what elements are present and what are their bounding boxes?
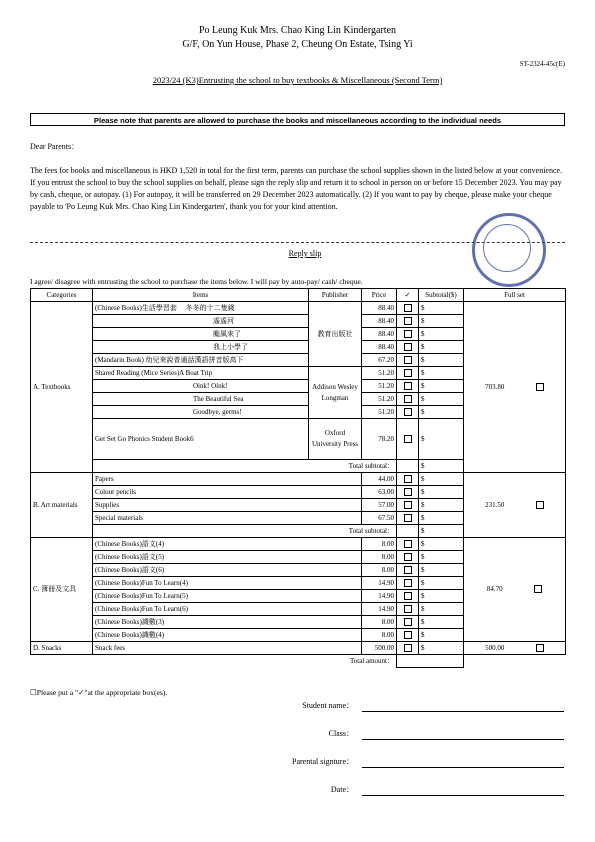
item-checkbox[interactable]: [404, 644, 412, 652]
subtotal-cell: $: [419, 460, 464, 473]
item-cell: (Chinese Books)識數(3): [93, 616, 362, 629]
table-row: [31, 302, 566, 315]
price-cell: 88.40: [362, 302, 397, 315]
subtotal-cell: $: [419, 564, 464, 577]
price-cell: 67.50: [362, 512, 397, 525]
item-checkbox[interactable]: [404, 304, 412, 312]
school-address: G/F, On Yun House, Phase 2, Cheung On Estate, Tsing Yi: [182, 39, 413, 50]
item-cell: (Chinese Books)Fun To Learn(6): [93, 603, 362, 616]
subtotal-cell: $: [419, 603, 464, 616]
price-cell: 51.20: [362, 380, 397, 393]
category-textbooks: A. Textbooks: [31, 302, 93, 473]
full-set-checkbox[interactable]: [536, 501, 544, 509]
publisher-cell: Oxford University Press: [309, 419, 362, 460]
category-books: C. 簿冊及文具: [31, 538, 93, 642]
full-set-cell: [464, 538, 566, 642]
item-cell: Get Set Go Phonics Student Book6: [93, 419, 309, 460]
full-set-cell: [464, 473, 566, 538]
item-checkbox[interactable]: [404, 605, 412, 613]
item-checkbox[interactable]: [404, 408, 412, 416]
item-checkbox[interactable]: [404, 553, 412, 561]
item-cell: (Mandarin Book) 幼兒來說普通話漢語拼音版高下: [93, 354, 309, 367]
item-checkbox[interactable]: [404, 579, 412, 587]
item-cell: The Beautiful Sea: [93, 393, 309, 406]
price-cell: 67.20: [362, 354, 397, 367]
full-set-price: 500.00: [485, 643, 505, 652]
subtotal-cell: $: [419, 393, 464, 406]
price-cell: 8.00: [362, 538, 397, 551]
document-code: ST-2324-45c(E): [519, 60, 565, 68]
full-set-price: 231.50: [485, 500, 505, 509]
full-set-checkbox[interactable]: [534, 585, 542, 593]
item-cell: (Chinese Books)生活學習套 冬冬的十二隻錢: [93, 302, 309, 315]
price-cell: 14.90: [362, 590, 397, 603]
full-set-price: 703.80: [485, 382, 505, 391]
item-checkbox[interactable]: [404, 343, 412, 351]
item-cell: Oink! Oink!: [93, 380, 309, 393]
item-cell: 颱風來了: [93, 328, 309, 341]
full-set-price: 84.70: [486, 585, 503, 593]
subtotal-cell: $: [419, 302, 464, 315]
table-header-row: [31, 289, 566, 302]
header-items: Items: [93, 289, 309, 302]
class-field[interactable]: [362, 738, 564, 740]
subtotal-cell: $: [419, 367, 464, 380]
subtotal-cell: $: [419, 315, 464, 328]
item-checkbox[interactable]: [404, 369, 412, 377]
subtotal-cell: $: [419, 354, 464, 367]
agreement-statement: I agree/ disagree with entrusting the school to purchase the items below. I will pay by auto-pay/ cash/ cheque.: [30, 277, 363, 286]
date-field[interactable]: [362, 794, 564, 796]
subtotal-cell: $: [419, 616, 464, 629]
header-publisher: Publisher: [309, 289, 362, 302]
subtotal-cell: $: [419, 629, 464, 642]
reply-slip-title: Reply slip: [288, 249, 322, 258]
price-cell: 8.00: [362, 564, 397, 577]
item-checkbox[interactable]: [404, 514, 412, 522]
table-row: [31, 642, 566, 655]
parent-signature-label: Parental signture：: [292, 757, 354, 766]
subtotal-cell: $: [419, 473, 464, 486]
item-cell: 遙遙河: [93, 315, 309, 328]
student-name-field[interactable]: [362, 710, 564, 712]
letter-body: The fees for books and miscellaneous is HKD 1,520 in total for the first term, parents can purchase the school supplies shown in the listed below at your convenience. If you entrust the school to buy the school supplies on behalf, please sign the reply slip and return it to school in person on or before 15 December 2023. You may pay by cash, cheque, or autopay. (1) For autopay, it will be transferred on 29 December 2023 automatically. (2) If you want to pay by cheque, please make your cheque payable to 'Po Leung Kuk Mrs. Chao King Lin Kindergarten', thank you for your kind attention.: [30, 166, 563, 211]
item-cell: (Chinese Books)識數(4): [93, 629, 362, 642]
item-cell: Goodbye, germs!: [93, 406, 309, 419]
subtotal-cell: $: [419, 538, 464, 551]
item-checkbox[interactable]: [404, 631, 412, 639]
total-subtotal-label: Total subtotal：: [93, 525, 397, 538]
full-set-cell: [464, 642, 566, 655]
item-cell: Special materials: [93, 512, 362, 525]
header-check: ✓: [397, 289, 419, 302]
header-full-set: Full set: [464, 289, 566, 302]
price-cell: 88.40: [362, 328, 397, 341]
item-checkbox[interactable]: [404, 382, 412, 390]
subtotal-cell: $: [419, 341, 464, 354]
header-price: Price: [362, 289, 397, 302]
table-row: [31, 655, 566, 668]
item-checkbox[interactable]: [404, 540, 412, 548]
price-cell: 14.90: [362, 603, 397, 616]
full-set-checkbox[interactable]: [536, 383, 544, 391]
school-seal-inner-ring: [483, 224, 531, 272]
subtotal-cell: $: [419, 512, 464, 525]
subtotal-cell: $: [419, 499, 464, 512]
subtotal-cell: $: [419, 486, 464, 499]
price-cell: 14.90: [362, 577, 397, 590]
header-subtotal: Subtotal($): [419, 289, 464, 302]
item-cell: Shared Reading (Mice Series)A Boat Trip: [93, 367, 309, 380]
price-cell: 57.00: [362, 499, 397, 512]
price-cell: 51.20: [362, 406, 397, 419]
price-cell: 51.20: [362, 367, 397, 380]
subtotal-cell: $: [419, 380, 464, 393]
publisher-cell: Addison Wesley Longman: [309, 367, 362, 419]
total-amount-label: Total amount：: [93, 655, 397, 668]
full-set-checkbox[interactable]: [536, 644, 544, 652]
item-checkbox[interactable]: [404, 592, 412, 600]
item-checkbox[interactable]: [404, 435, 412, 443]
school-name: Po Leung Kuk Mrs. Chao King Lin Kindergarten: [198, 25, 396, 36]
full-set-cell: [464, 302, 566, 473]
price-cell: 63.00: [362, 486, 397, 499]
item-checkbox[interactable]: [404, 330, 412, 338]
total-subtotal-label: Total subtotal：: [93, 460, 397, 473]
school-header: [0, 24, 595, 52]
item-cell: (Chinese Books)Fun To Learn(5): [93, 590, 362, 603]
item-cell: Supplies: [93, 499, 362, 512]
item-checkbox[interactable]: [404, 395, 412, 403]
category-snacks: D. Snacks: [31, 642, 93, 655]
item-checkbox[interactable]: [404, 475, 412, 483]
item-cell: Papers: [93, 473, 362, 486]
greeting: Dear Parents：: [30, 142, 80, 151]
subtotal-cell: $: [419, 406, 464, 419]
table-row: [31, 473, 566, 486]
total-amount-value: [397, 655, 464, 668]
header-categories: Categories: [31, 289, 93, 302]
item-cell: Snack fees: [93, 642, 362, 655]
price-cell: 8.00: [362, 616, 397, 629]
item-checkbox[interactable]: [404, 501, 412, 509]
item-cell: (Chinese Books)語文(6): [93, 564, 362, 577]
table-row: [31, 538, 566, 551]
item-checkbox[interactable]: [404, 317, 412, 325]
items-table: [30, 288, 566, 668]
date-label: Date：: [330, 785, 354, 794]
category-art: B. Art materials: [31, 473, 93, 538]
price-cell: 8.00: [362, 629, 397, 642]
subtotal-cell: $: [419, 577, 464, 590]
price-cell: 44.00: [362, 473, 397, 486]
subtotal-cell: $: [419, 525, 464, 538]
school-seal-icon: [472, 213, 546, 287]
price-cell: 51.20: [362, 393, 397, 406]
subtotal-cell: $: [419, 590, 464, 603]
item-cell: Colour pencils: [93, 486, 362, 499]
class-label: Class：: [328, 729, 354, 738]
item-checkbox[interactable]: [404, 356, 412, 364]
notice-box: Please note that parents are allowed to purchase the books and miscellaneous according to the individual needs: [30, 113, 565, 126]
subtotal-cell: $: [419, 419, 464, 460]
subtotal-cell: $: [419, 642, 464, 655]
item-cell: (Chinese Books)Fun To Learn(4): [93, 577, 362, 590]
document-title: 2023/24 (K3)Entrusting the school to buy textbooks & Miscellaneous (Second Term): [152, 75, 443, 85]
item-cell: 我上小學了: [93, 341, 309, 354]
price-cell: 88.40: [362, 315, 397, 328]
subtotal-cell: $: [419, 551, 464, 564]
price-cell: 78.20: [362, 419, 397, 460]
item-checkbox[interactable]: [404, 488, 412, 496]
student-name-label: Student name：: [302, 701, 354, 710]
item-cell: (Chinese Books)語文(4): [93, 538, 362, 551]
item-checkbox[interactable]: [404, 618, 412, 626]
price-cell: 8.00: [362, 551, 397, 564]
item-checkbox[interactable]: [404, 566, 412, 574]
publisher-cell: 教育出版社: [309, 302, 362, 367]
price-cell: 500.00: [362, 642, 397, 655]
item-cell: (Chinese Books)語文(5): [93, 551, 362, 564]
parent-signature-field[interactable]: [362, 766, 564, 768]
price-cell: 88.40: [362, 341, 397, 354]
subtotal-cell: $: [419, 328, 464, 341]
footnote: ☐Please put a "✓"at the appropriate box(es).: [30, 688, 168, 697]
